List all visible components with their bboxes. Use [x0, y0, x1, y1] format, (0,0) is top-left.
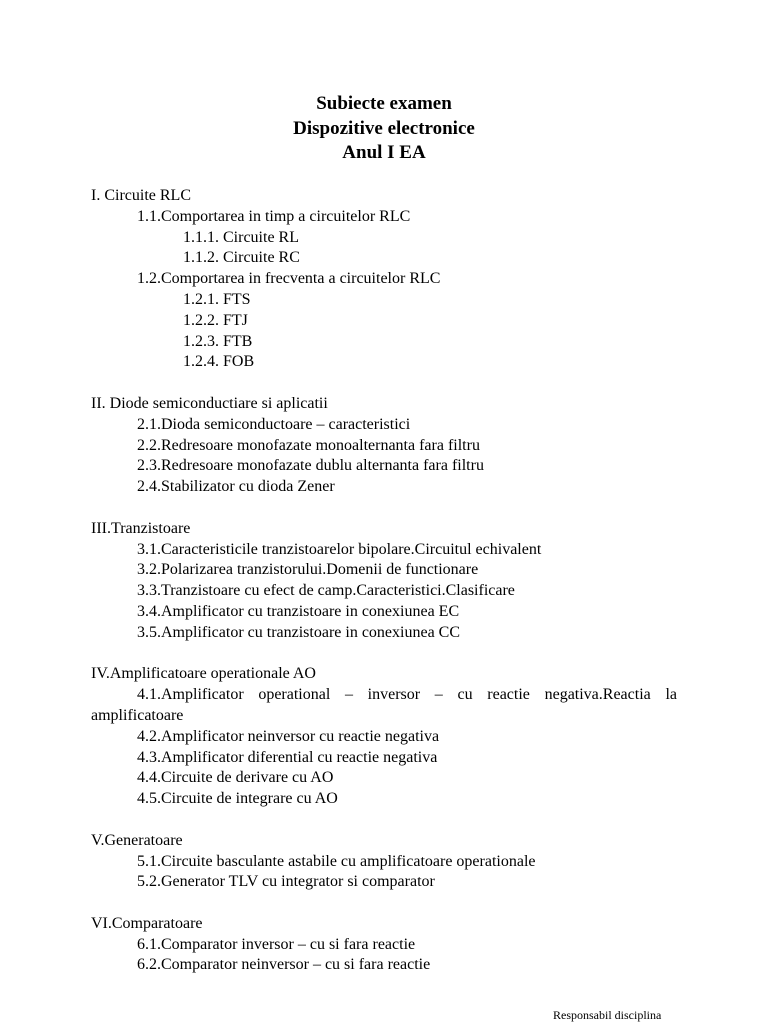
- section-title: V.Generatoare: [91, 831, 183, 849]
- section-generatoare: [91, 831, 677, 893]
- signature-label: Responsabil disciplina: [553, 1008, 662, 1022]
- list-item: 4.1.Amplificator operational – inversor – cu reactie negativa.Reactia la amplificatoare: [91, 686, 677, 724]
- section-amplificatoare: [91, 664, 677, 810]
- section-title: IV.Amplificatoare operationale AO: [91, 665, 316, 683]
- document-title: [0, 92, 768, 166]
- exam-topics-list: [91, 186, 677, 976]
- list-item: 1.2.Comportarea in frecventa a circuitelor RLC: [137, 270, 441, 288]
- list-item: 4.2.Amplificator neinversor cu reactie negativa: [137, 727, 440, 745]
- list-item: 1.1.2. Circuite RC: [183, 249, 300, 267]
- list-item: 3.2.Polarizarea tranzistorului.Domenii de functionare: [137, 561, 479, 579]
- list-item: 2.1.Dioda semiconductoare – caracteristici: [137, 415, 411, 433]
- title-line-3: Anul I EA: [342, 142, 426, 163]
- list-item: 6.2.Comparator neinversor – cu si fara reactie: [137, 956, 431, 974]
- title-line-2: Dispozitive electronice: [293, 117, 475, 139]
- section-tranzistoare: [91, 519, 677, 644]
- list-item: 1.2.2. FTJ: [183, 311, 248, 329]
- list-item: 4.4.Circuite de derivare cu AO: [137, 769, 334, 787]
- list-item: 4.3.Amplificator diferential cu reactie negativa: [137, 748, 438, 766]
- title-line-1: Subiecte examen: [316, 93, 452, 114]
- section-title: I. Circuite RLC: [91, 187, 191, 204]
- section-circuite-rlc: [91, 186, 677, 373]
- list-item: 3.1.Caracteristicile tranzistoarelor bipolare.Circuitul echivalent: [137, 540, 542, 558]
- section-title: II. Diode semiconductiare si aplicatii: [91, 394, 328, 412]
- list-item: 1.2.3. FTB: [183, 332, 253, 350]
- list-item: 5.1.Circuite basculante astabile cu amplificatoare operationale: [137, 852, 536, 870]
- list-item: 2.2.Redresoare monofazate monoalternanta fara filtru: [137, 436, 480, 454]
- list-item: 3.4.Amplificator cu tranzistoare in conexiunea EC: [137, 602, 460, 620]
- list-item: 1.2.4. FOB: [183, 353, 255, 371]
- list-item: 1.2.1. FTS: [183, 290, 251, 308]
- section-title: VI.Comparatoare: [91, 914, 203, 932]
- list-item: 1.1.Comportarea in timp a circuitelor RLC: [137, 207, 411, 225]
- section-diode: [91, 394, 677, 498]
- list-item: 3.5.Amplificator cu tranzistoare in conexiunea CC: [137, 623, 461, 641]
- list-item: 2.3.Redresoare monofazate dublu alternanta fara filtru: [137, 457, 484, 475]
- list-item: 3.3.Tranzistoare cu efect de camp.Caracteristici.Clasificare: [137, 582, 515, 600]
- list-item: 2.4.Stabilizator cu dioda Zener: [137, 478, 335, 496]
- list-item: 5.2.Generator TLV cu integrator si comparator: [137, 873, 435, 891]
- list-item: 6.1.Comparator inversor – cu si fara reactie: [137, 935, 416, 953]
- section-title: III.Tranzistoare: [91, 519, 191, 537]
- list-item: 4.5.Circuite de integrare cu AO: [137, 790, 338, 808]
- section-comparatoare: [91, 914, 677, 976]
- list-item: 1.1.1. Circuite RL: [183, 228, 299, 246]
